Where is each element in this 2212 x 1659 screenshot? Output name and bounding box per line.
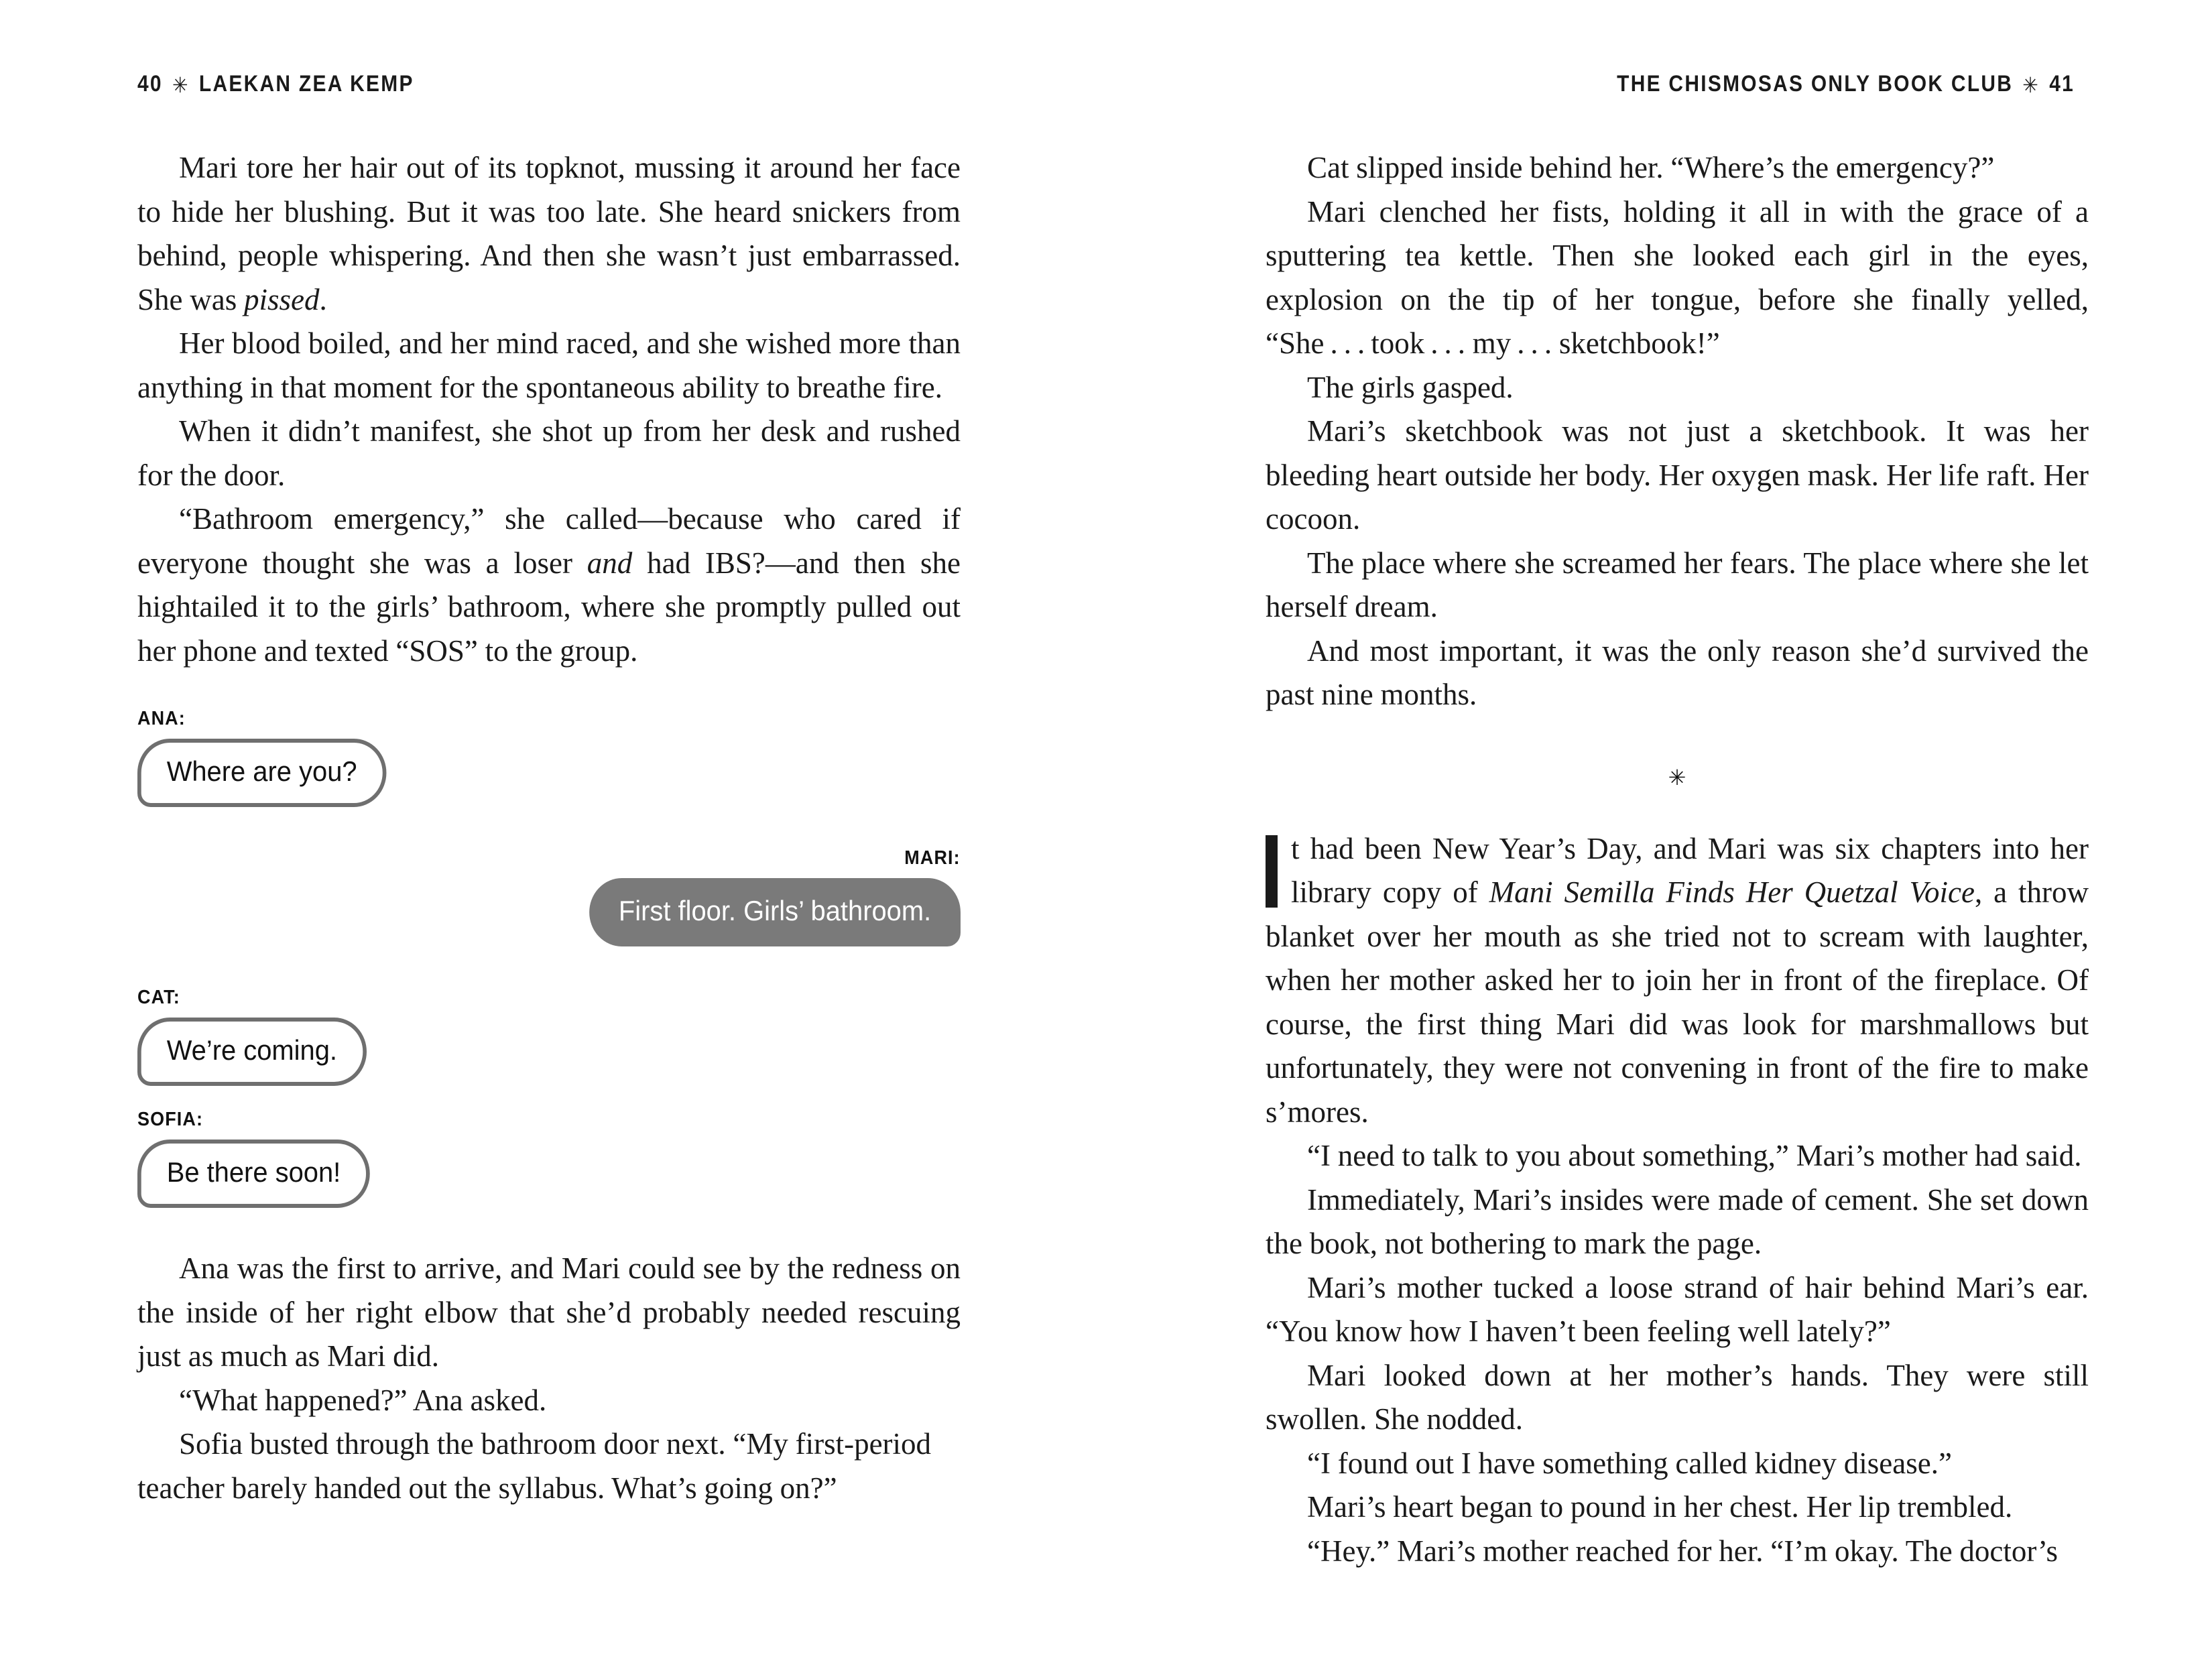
paragraph: Mari’s mother tucked a loose strand of hair behind Mari’s ear. “You know how I haven’t been feeling well lately?” (1266, 1270, 2089, 1348)
message-speaker-label: SOFIA: (137, 1109, 204, 1130)
folio-verso: 40 (137, 71, 163, 97)
message-bubble-sent: First floor. Girls’ bathroom. (589, 878, 961, 946)
paragraph: Mari looked down at her mother’s hands. They were still swollen. She nodded. (1266, 1358, 2089, 1436)
author-name: LAEKAN ZEA KEMP (198, 71, 414, 97)
paragraph-text: Mari tore her hair out of its topknot, mussing it around her face to hide her blushing. But it was too late. She heard snickers from behind, people whispering. And then she wasn’t just embarrassed. She was (137, 151, 961, 316)
paragraph: “What happened?” Ana asked. (179, 1383, 547, 1417)
emphasis-pissed: pissed (243, 282, 320, 316)
paragraph-text-tail: , a throw blanket over her mouth as she tried not to scream with laughter, when her mother asked her to join her in front of the fireplace. Of course, the first thing Mari did was look for marshmallows but unfortunately, they were not convening in front of the fire to make s’mores. (1266, 875, 2089, 1129)
message-speaker-label: CAT: (137, 987, 180, 1008)
paragraph: Immediately, Mari’s insides were made of cement. She set down the book, not bothering to mark the page. (1266, 1182, 2089, 1260)
paragraph-with-dropcap (1266, 827, 2089, 1135)
paragraph: “Hey.” Mari’s mother reached for her. “I’m okay. The doctor’s (1307, 1534, 2059, 1568)
paragraph-text-tail: had IBS?—and then she hightailed it to the girls’ bathroom, where she promptly pulled out her phone and texted “SOS” to the group. (137, 546, 961, 668)
message-bubble-received: Be there soon! (137, 1140, 370, 1208)
paragraph: The place where she screamed her fears. The place where she let herself dream. (1266, 546, 2089, 623)
message-row-sofia (137, 1109, 961, 1208)
paragraph: Mari’s sketchbook was not just a sketchbook. It was her bleeding heart outside her body. Her oxygen mask. Her life raft. Her cocoon. (1266, 414, 2089, 536)
paragraph (137, 146, 961, 322)
message-speaker-label: MARI: (904, 847, 961, 869)
paragraph: Ana was the first to arrive, and Mari could see by the redness on the inside of her right elbow that she’d probably needed rescuing just as much as Mari did. (137, 1251, 961, 1373)
book-title: THE CHISMOSAS ONLY BOOK CLUB (1617, 71, 2014, 97)
paragraph-text-tail: . (319, 282, 327, 316)
cited-book-title: Mani Semilla Finds Her Quetzal Voice (1489, 875, 1975, 909)
message-bubble-received: We’re coming. (137, 1018, 367, 1086)
text-message-thread (137, 708, 961, 1208)
paragraph: Her blood boiled, and her mind raced, and she wished more than anything in that moment for the spontaneous ability to breathe fire. (137, 326, 961, 404)
text-column-recto (1266, 146, 2089, 1573)
paragraph: And most important, it was the only reason she’d survived the past nine months. (1266, 633, 2089, 711)
message-row-ana (137, 708, 961, 807)
message-row-mari (137, 847, 961, 946)
message-speaker-label: ANA: (137, 708, 186, 729)
folio-recto: 41 (2049, 71, 2075, 97)
star-ornament-icon: ✳ (172, 72, 190, 97)
paragraph: The girls gasped. (1307, 370, 1514, 404)
thread-spacer (137, 969, 961, 987)
paragraph-text: t had been New Year’s Day, and Mari was six chapters into her library copy of (1291, 831, 2089, 909)
thread-spacer (137, 830, 961, 847)
paragraph: When it didn’t manifest, she shot up from her desk and rushed for the door. (137, 414, 961, 492)
text-column-verso (137, 146, 961, 1510)
paragraph: “I need to talk to you about something,” Mari’s mother had said. (1307, 1139, 2082, 1172)
running-head-verso (137, 71, 414, 97)
running-head-recto (1617, 71, 2075, 97)
emphasis-and: and (587, 546, 633, 580)
paragraph: “I found out I have something called kidney disease.” (1307, 1446, 1952, 1480)
paragraph (137, 497, 961, 673)
message-row-cat (137, 987, 961, 1086)
paragraph: Sofia busted through the bathroom door next. “My first-period teacher barely handed out the syllabus. What’s going on?” (137, 1427, 932, 1505)
paragraph-text: “Bathroom emergency,” she called—because who cared if everyone thought she was a loser (137, 502, 961, 580)
paragraph: Mari’s heart began to pound in her chest. Her lip trembled. (1307, 1490, 2013, 1524)
paragraph: Mari clenched her fists, holding it all in with the grace of a sputtering tea kettle. Then she looked each girl in the eyes, explosion on the tip of her tongue, before she finally yelled, “She . . . took . . . my . . . sketchbook!” (1266, 194, 2089, 360)
paragraph: Cat slipped inside behind her. “Where’s the emergency?” (1307, 151, 1995, 184)
message-bubble-received: Where are you? (137, 739, 386, 807)
section-break-ornament (1266, 748, 2089, 792)
star-ornament-icon: ✳ (2022, 72, 2040, 97)
star-ornament-icon: ✳ (1668, 765, 1686, 790)
drop-cap-rule (1266, 835, 1278, 908)
